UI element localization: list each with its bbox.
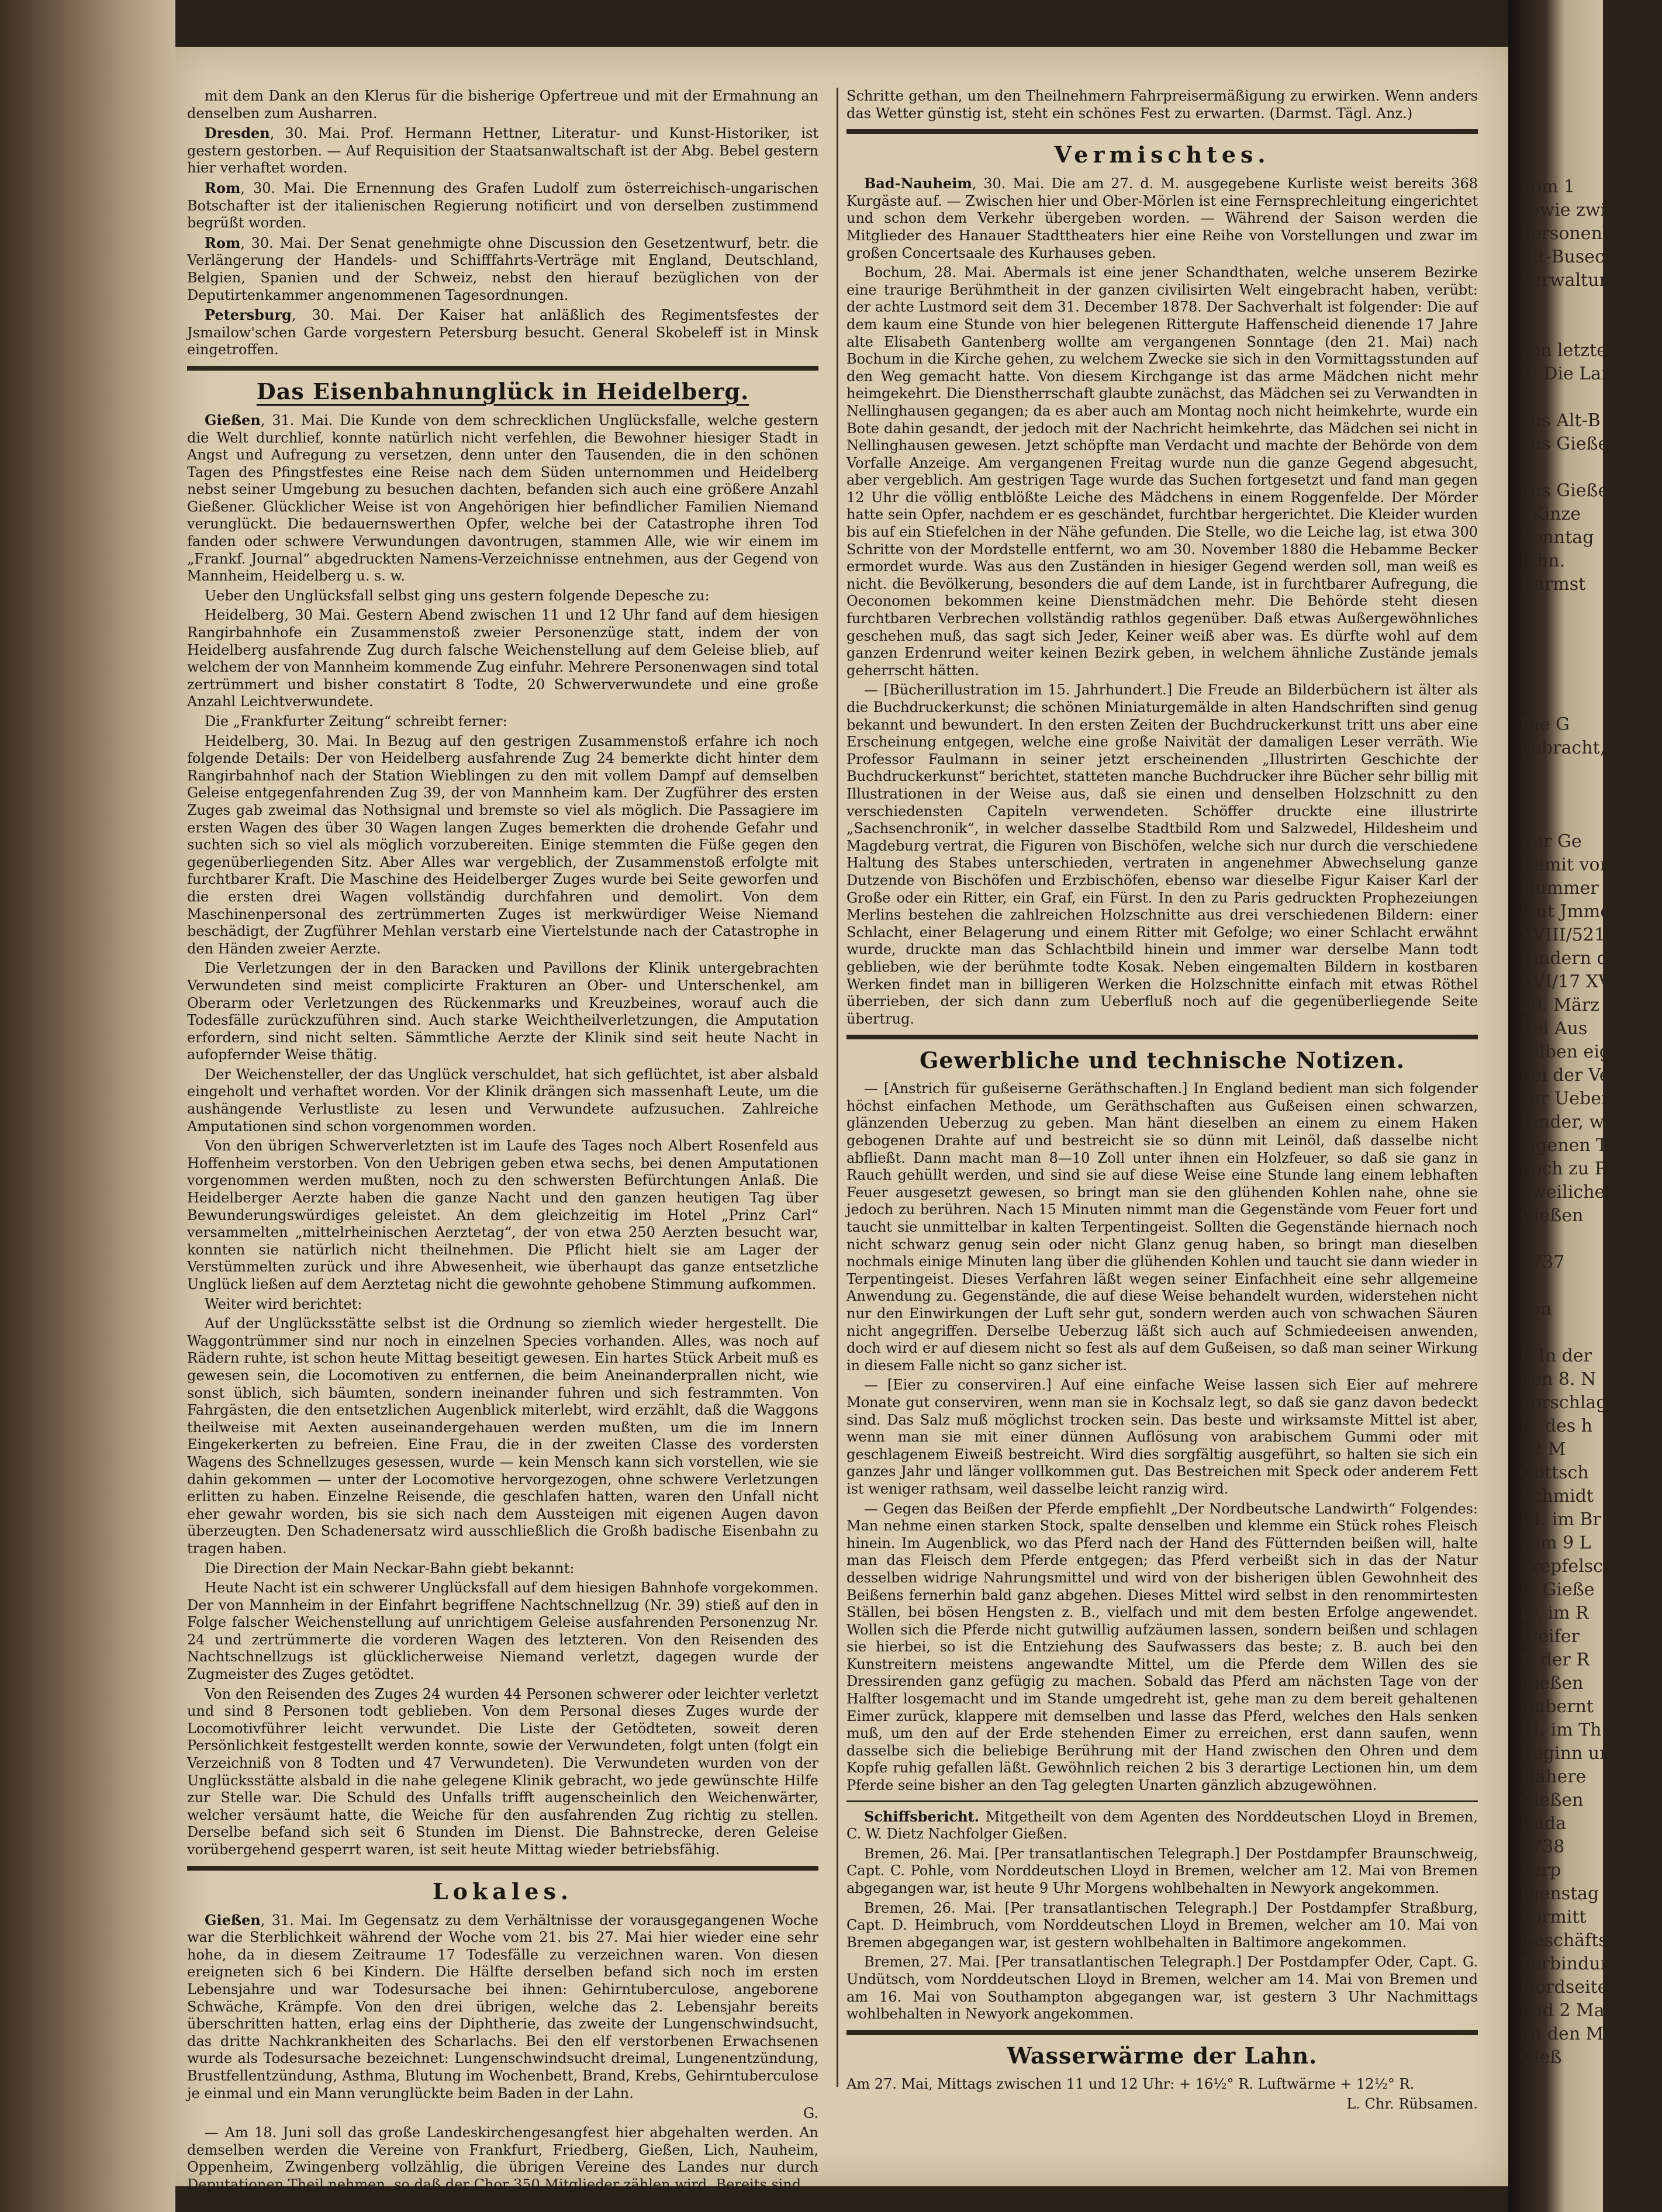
heading-wasserwaerme: Wasserwärme der Lahn.: [1007, 2042, 1318, 2069]
next-page-line: Gießen: [1520, 1790, 1584, 1810]
next-page-line: [1520, 620, 1603, 643]
next-page-line: zur Ueberna: [1520, 1088, 1632, 1109]
next-page-line: [1520, 807, 1603, 830]
article-paragraph: Auf der Unglücksstätte selbst ist die Ordnung so ziemlich wieder hergestellt. Die Waggontrümmer sind nur noch in einzelnen Species vorhanden. Alles, was noch auf Rädern ruhte, ist schon heute Mittag beseitigt gewesen. Ein hartes Stück Arbeit muß es gewesen sein, die Locomotiven zu entfernen, die beim Aneinanderprallen nicht, wie sonst üblich, sich bäumten, sondern ineinander fuhren und sich festrammten. Von Fahrgästen, die den entsetzlichen Augenblick miterlebt, wird erzählt, daß die Waggons theilweise mit Aexten auseinandergehauen werden mußten, um die im Innern Eingekerkerten zu befreien. Eine Frau, die in der zweiten Classe des vordersten Wagens des Schnellzuges gesessen, wurde — kein Mensch kann sich vorstellen, wie sie dahin gekommen — unter der Locomotive hervorgezogen, ohne schwere Verletzungen erlitten zu haben. Einzelne Reisende, die geschlafen hatten, waren den Unfall nicht eher gewahr worden, bis sie sich nach dem Aussteigen mit eigenen Augen davon überzeugten. Den Schadenersatz wird ausschließlich die Großh badische Eisenbahn zu tragen haben.: [187, 1315, 818, 1557]
next-page-line: 3738: [1520, 1837, 1565, 1857]
article-paragraph: Von den Reisenden des Zuges 24 wurden 44 Personen schwerer oder leichter verletzt und sind 8 Personen todt geblieben. Von dem Personal dieses Zuges wurde der Locomotivführer leicht verwundet. Die Liste der Getödteten, soweit deren Persönlichkeit festgestellt werden konnte, sowie der Verwundeten, folgt unten (folgt ein Verzeichniß von 8 Todten und 47 Verwundeten). Die Verwundeten wurden von der Unglücksstätte alsbald in die nahe gelegene Klinik gebracht, wo jede gewünschte Hilfe zur Stelle war. Die Schuld des Unfalls trifft augenscheinlich den Weichenwärter, welcher versäumt hatte, die Weiche für den ausfahrenden Zug richtig zu stellen. Derselbe befand sich seit 6 Stunden im Dienst. Die Bahnstrecke, deren Geleise vorübergehend gesperrt waren, ist seit heute Mittag wieder betriebsfähig.: [187, 1685, 818, 1858]
next-page-line: [1520, 1274, 1603, 1298]
next-page-line: Dienstag: [1520, 1883, 1599, 1904]
next-page-line: , Kinze: [1520, 504, 1581, 524]
next-page-line: Darmst: [1520, 574, 1586, 595]
article-paragraph: Gießen, 31. Mai. Die Kunde von dem schrecklichen Unglücksfalle, welche gestern die Welt durchlief, konnte natürlich nicht verfehlen, die Bewohner hiesiger Stadt in Angst und Aufregung zu versetzen, denn unter den Tausenden, die in den schönen Tagen des Pfingstfestes eine Reise nach dem Süden unternommen und Heidelberg nebst seiner Umgebung zu besuchen dachten, befanden sich auch eine größere Anzahl Gießener. Glücklicher Weise ist von Angehörigen hier befindlicher Familien Niemand verunglückt. Die bedauernswerthen Opfer, welche bei der Catastrophe ihren Tod fanden oder schwere Verwundungen davontrugen, stammen Alle, wie wir einem im „Frankf. Journal“ abgedruckten Namens-Verzeichnisse entnehmen, aus der Gegend von Mannheim, Heidelberg u. s. w.: [187, 411, 818, 585]
article-eisenbahnunglueck: [187, 412, 818, 1859]
next-page-line: V. der R: [1520, 1650, 1590, 1670]
heading-vermischtes: Vermischtes.: [1054, 141, 1270, 168]
next-page-line: Vom 1: [1520, 177, 1575, 197]
next-page-line: Pfeifer: [1520, 1626, 1580, 1647]
next-page-line: den 8. N: [1520, 1369, 1597, 1390]
article-paragraph: Bremen, 27. Mai. [Per transatlantischen Telegraph.] Der Postdampfer Oder, Capt. G. Undütsch, vom Norddeutschen Lloyd in Bremen, welcher am 14. Mai von Bremen und am 16. Mai von Southampton abgegangen war, ist gestern 3 Uhr Nachmittags wohlbehalten in Newyork angekommen.: [846, 1954, 1478, 2023]
signature-ruebsamen: L. Chr. Rübsamen.: [1346, 2096, 1478, 2113]
next-page-line: Kindern des: [1520, 948, 1628, 969]
next-page-line: Nummer XX: [1520, 878, 1629, 898]
article-paragraph: Bochum, 28. Mai. Abermals ist eine jener Schandthaten, welche unserem Bezirke eine traurige Berühmtheit in der ganzen civilisirten Welt eingebracht haben, verübt: der achte Lustmord seit dem 31. December 1878. Der Sachverhalt ist folgender: Die auf dem kaum eine Stunde von hier belegenen Rittergute Haffenscheid dienende 17 Jahre alte Elisabeth Gantenberg wollte am vergangenen Sonntage (den 21. Mai) nach Bochum in die Kirche gehen, zu welchem Zwecke sie sich in den Vormittagsstunden auf den Weg gemacht hatte. Von diesem Kirchgange ist das arme Mädchen nicht mehr heimgekehrt. Die Dienstherrschaft glaubte zunächst, das Mädchen sei zu Verwandten in Nellinghausen gegangen; da es aber auch am Montag noch nicht heimkehrte, wurde ein Bote dahin gesandt, der jedoch mit der Nachricht heimkehrte, das Mädchen sei nicht in Nellinghausen gewesen. Jetzt schöpfte man Verdacht und machte der Behörde von dem Vorfalle Anzeige. Am vergangenen Freitag wurde nun die ganze Gegend abgesucht, aber vergeblich. Am gestrigen Tage wurde das Suchen fortgesetzt und fand man gegen 12 Uhr die völlig entblößte Leiche des Mädchens in einem Roggenfelde. Der Mörder hatte sein Opfer, nachdem er es geschändet, furchtbar hergerichtet. Die Kleider wurden bis auf ein Stiefelchen in der Nähe gefunden. Die Stelle, wo die Leiche lag, ist etwa 300 Schritte von der Mordstelle entfernt, wo am 30. November 1880 die Hebamme Becker ermordet wurde. Was aus den Zuständen in hiesiger Gegend werden soll, man weiß es nicht. die Bevölkerung, besonders die auf dem Lande, ist in furchtbarer Aufregung, die Oeconomen bekommen keine Dienstmädchen mehr. Die Behörde steht diesen furchtbaren Verbrechen vollständig rathlos gegenüber. Daß etwas Außergewöhnliches geschehen muß, das sagt sich Jeder, Keiner weiß aber was. Es dürfte wohl auf dem ganzen Erdenrund weiter keinen Bezirk geben, in welchem ähnliche Zustände jemals geherrscht hätten.: [846, 264, 1478, 679]
next-page-line: vom 9 L: [1520, 1533, 1591, 1553]
next-page-line: Vorschlag: [1520, 1392, 1608, 1413]
news-briefs: [187, 88, 818, 359]
article-paragraph: Die Direction der Main Neckar-Bahn giebt bekannt:: [205, 1560, 575, 1577]
next-page-line: selben eigenthü: [1520, 1042, 1662, 1062]
next-page-line: [1520, 1321, 1603, 1345]
article-paragraph: Gießen, 31. Mai. Im Gegensatz zu dem Verhältnisse der vorausgegangenen Woche war die Sterblichkeit während der Woche vom 21. bis 27. Mai hier wieder eine sehr hohe, da in diesem Zeitraume 17 Todesfälle zu verzeichnen waren. Von diesen ereigneten sich 6 bei Kindern. Die Hälfte derselben befand sich noch im ersten Lebensjahre und war Todesursache bei ihnen: Gehirntuberculose, angeborene Schwäche, Krämpfe. Von den drei übrigen, welche das 2. Lebensjahr bereits überschritten hatten, erlag eins der Diphtherie, das zweite der Lungenschwindsucht, das dritte Nachkrankheiten des Scharlachs. Bei den elf verstorbenen Erwachsenen wurde als Todesursache bezeichnet: Lungenschwindsucht dreimal, Lungenentzündung, Brustfellentzündung, Asthma, Blutung im Wochenbett, Brand, Krebs, Gehirntuberculose je einmal und ein Mann verunglückte beim Baden in der Lahn.: [187, 1911, 818, 2102]
article-paragraph: Heidelberg, 30 Mai. Gestern Abend zwischen 11 und 12 Uhr fand auf dem hiesigen Rangirbahnhofe ein Zusammenstoß zweier Personenzüge statt, indem der von Heidelberg ausfahrende Zug durch falsche Weichenstellung auf dem Geleise blieb, auf welchem der von Mannheim kommende Zug einfuhr. Mehrere Personenwagen sind total zertrümmert und bisher constatirt 8 Todte, 20 Schwerverwundete und eine große Anzahl Leichtverwundete.: [187, 607, 818, 710]
next-page-line: noch zu Par: [1520, 1159, 1625, 1179]
next-page-line: Personenbeförd: [1520, 223, 1661, 244]
article-paragraph: — [Bücherillustration im 15. Jahrhundert.] Die Freude an Bilderbüchern ist älter als die Buchdruckerkunst; die schönen Miniaturgemälde in alten Handschriften sind genug bekannt und bewundert. In den ersten Zeiten der Buchdruckerkunst tritt uns aber eine Erscheinung entgegen, welche eine große Naivität der damaligen Leser verräth. Wie Professor Faulmann in seiner jetzt erscheinenden „Illustrirten Geschichte der Buchdruckerkunst“ berichtet, statteten manche Buchdrucker ihre Bücher sehr billig mit Illustrationen in der Weise aus, daß sie einen und denselben Holzschnitt zu den verschiedensten Capiteln verwendeten. Schöffer druckte eine illustrirte „Sachsenchronik“, in welcher dasselbe Stadtbild Rom und Salzwedel, Hildesheim und Magdeburg vertrat, die Figuren von Bischöfen, welche sich nur durch die verschiedene Haltung des Stabes unterschieden, vertraten in angenehmer Abwechselung ganze Dutzende von Bischöfen und Erzbischöfen, ebenso war dieselbe Figur Kaiser Karl der Große oder ein Ritter, ein Graf, ein Fürst. In den zu Paris gedruckten Prophezeiungen Merlins bestehen die zahlreichen Holzschnitte aus drei verschiedenen Bildern: einer Schlacht, einer Belagerung und einem Ritter mit Gefolge; wo einer Schlacht erwähnt wurde, druckte man das Schlachtbild hinein und immer war derselbe Mann todt geblieben, wie der berühmte todte Kosak. Neben eingemalten Bildern in kostbaren Werken findet man in billigeren Werken die Holzschnitte einfach mit etwas Röthel überrieben, der sich dann zum Ueberfluß noch auf die gegenüberliegende Seite übertrug.: [846, 682, 1478, 1027]
divider: [187, 1866, 818, 1871]
next-page-line: Vormitt: [1520, 1907, 1587, 1927]
next-page-line: [1520, 760, 1603, 783]
news-brief: mit dem Dank an den Klerus für die bisherige Opfertreue und mit der Ermahnung an denselben zum Ausharren.: [187, 88, 818, 122]
next-page-line: Verp: [1520, 1860, 1561, 1881]
next-page-fragments: [1520, 175, 1662, 2104]
next-page-line: Trepfelsche: [1520, 1556, 1625, 1577]
next-page-line: [1520, 1228, 1603, 1251]
next-page-line: 1) Die Lan: [1520, 364, 1613, 384]
next-page-line: [1520, 666, 1603, 690]
article-paragraph: — [Anstrich für gußeiserne Geräthschaften.] In England bedient man sich folgender höchst einfachen Methode, um Geräthschaften aus Gußeisen einen schwarzen, glänzenden Ueberzug zu geben. Man hänt dieselben an einem zu einem Haken gebogenen Drahte auf und bestreicht sie so dünn mit Leinöl, daß dasselbe nicht abfließt. Dann macht man 8—10 Zoll unter ihnen ein Holzfeuer, so daß sie ganz in Rauch gehüllt werden, und sind sie auf diese Weise eine Stunde lang einem lebhaften Feuer ausgesetzt gewesen, so bringt man sie den glühenden Kohlen nahe, ohne sie jedoch zu berühren. Nach 15 Minuten nimmt man die Gegenstände vom Feuer fort und taucht sie unmittelbar in kalten Terpentingeist. Sollten die Gegenstände hiernach noch nicht schwarz genug sein oder nicht Glanz genug haben, so bringt man dieselben nochmals einige Minuten lang über die glühenden Kohlen und taucht sie dann wieder in Terpentingeist. Dieses Verfahren läßt wegen seiner Einfachheit eine sehr allgemeine Anwendung zu. Gegenstände, die auf diese Weise behandelt wurden, widerstehen nicht nur den Einwirkungen der Luft sehr gut, sondern werden auch von schwachen Säuren nicht angegriffen. Derselbe Ueberzug läßt sich auch auf Schmiedeeisen anwenden, doch wird er auf diesem nicht so fest als auf dem Gußeisen, so daß man seiner Wirkung in diesem Falle nicht so ganz sicher ist.: [846, 1080, 1478, 1374]
next-page-line: Verwaltung de: [1520, 270, 1649, 291]
next-page-line: 3737: [1520, 1252, 1565, 1273]
next-page-line: Gießen: [1520, 1205, 1584, 1226]
next-page-line: aus Gieße: [1520, 481, 1609, 501]
left-column: [187, 88, 818, 2193]
article-paragraph: Bremen, 26. Mai. [Per transatlantischen Telegraph.] Der Postdampfer Straßburg, Capt. D. Heimbruch, vom Norddeutschen Lloyd in Bremen, welcher am 10. Mai von Bremen abgegangen war, ist gestern wohlbehalten in Baltimore angekommen.: [846, 1899, 1478, 1951]
divider: [846, 129, 1478, 134]
next-page-line: und 2 Magaz: [1520, 2000, 1636, 2021]
next-page-line: Bei Aus: [1520, 1018, 1588, 1039]
heading-lokales: Lokales.: [432, 1878, 573, 1905]
article-paragraph: Schiffsbericht. Mitgetheilt von dem Agenten des Norddeutschen Lloyd in Bremen, C. W. Dietz Nachfolger Gießen.: [846, 1807, 1478, 1843]
next-page-line: [1520, 690, 1603, 713]
article-paragraph: Von den übrigen Schwerverletzten ist im Laufe des Tages noch Albert Rosenfeld aus Hoffenheim verstorben. Von den Uebrigen geben etwa sechs, bei denen Amputationen vorgenommen werden mußten, noch zu den schwersten Befürchtungen Anlaß. Die Heidelberger Aerzte haben die ganze Nacht und den ganzen heutigen Tag über Bewunderungswürdiges geleistet. An dem gleichzeitig im Hotel „Prinz Carl“ versammelten „mittelrheinischen Aerztetag“, der von etwa 250 Aerzten besucht war, konnten sie natürlich nicht theilnehmen. Die Pflicht hielt sie am Lager der Verstümmelten zurück und ihre Abwesenheit, wie überhaupt das ganze entsetzliche Unglück ließen auf dem Aerztetag nicht die gewohnte gehobene Stimmung aufkommen.: [187, 1138, 818, 1292]
divider: [846, 1035, 1478, 1039]
article-vermischtes: [846, 175, 1478, 1028]
next-page-line: [1520, 386, 1603, 409]
next-page-line: [1520, 643, 1603, 666]
divider: [846, 1800, 1478, 1802]
next-page-line: Nähere: [1520, 1767, 1587, 1787]
paragraph-continued: Schritte gethan, um den Theilnehmern Fahrpreisermäßigung zu erwirken. Wenn anders das Wetter günstig ist, steht ein schönes Fest zu erwarten. (Darmst. Tägl. Anz.): [846, 88, 1478, 122]
article-paragraph: Bad-Nauheim, 30. Mai. Die am 27. d. M. ausgegebene Kurliste weist bereits 368 Kurgäste auf. — Zwischen hier und Ober-Mörlen ist eine Fernsprechleitung eingerichtet und schon dem Verkehr übergeben worden. — Während der Saison werden die Mitglieder des Hanauer Stadttheaters hier eine Reihe von Vorstellungen und zwar im großen Concertsaale des Kurhauses geben.: [846, 175, 1478, 261]
next-page-line: dweilichen Berf: [1520, 1182, 1660, 1202]
article-paragraph: Weiter wird berichtet:: [205, 1295, 362, 1312]
next-page-line: aus Gieße: [1520, 434, 1609, 454]
next-page-line: an den Meist: [1520, 2024, 1636, 2044]
next-page-line: Gottsch: [1520, 1463, 1589, 1483]
article-paragraph: Die „Frankfurter Zeitung“ schreibt ferner:: [205, 713, 507, 730]
next-page-line: in Gieße: [1520, 1579, 1595, 1600]
next-page-line: [1520, 596, 1603, 620]
paragraph-wasserwaerme: Am 27. Mai, Mittags zwischen 11 und 12 Uhr: + 16½° R. Luftwärme + 12½° R.: [846, 2075, 1415, 2092]
next-page-line: I. In der: [1520, 1346, 1592, 1366]
next-page-line: Nordseite: [1520, 1977, 1608, 1997]
next-page-line: Die G: [1520, 714, 1570, 735]
next-page-line: Verbindung: [1520, 1954, 1623, 1974]
divider: [846, 2030, 1478, 2035]
article-schiffsbericht: [846, 1808, 1478, 2023]
next-page-line: 32 M: [1520, 1439, 1566, 1460]
book-binding-left: [0, 0, 175, 2212]
next-page-line: Sonntag: [1520, 527, 1594, 548]
next-page-line: XVI/17 XVI: [1520, 972, 1618, 992]
right-column: [846, 88, 1478, 2113]
news-brief: Petersburg, 30. Mai. Der Kaiser hat anläßlich des Regimentsfestes der Jsmailow'schen Garde vorgestern Petersburg besucht. General Skobeleff ist in Minsk eingetroffen.: [187, 306, 818, 358]
next-page-line: Schmidt: [1520, 1486, 1594, 1506]
news-brief: Rom, 30. Mai. Die Ernennung des Grafen Ludolf zum österreichisch-ungarischen Botschafter ist der italienischen Regierung notificirt und von derselben zustimmend begrüßt worden.: [187, 179, 818, 231]
next-page-line: bei der Ver: [1520, 1065, 1618, 1086]
heading-gewerbliche-notizen: Gewerbliche und technische Notizen.: [919, 1047, 1405, 1074]
next-page-line: Geschäftsz: [1520, 1930, 1617, 1951]
next-page-line: IV. im R: [1520, 1603, 1589, 1623]
next-page-line: II. des h: [1520, 1416, 1592, 1436]
next-page-line: sowie zwischen: [1520, 200, 1658, 220]
article-paragraph: Ueber den Unglücksfall selbst ging uns gestern folgende Depesche zu:: [205, 587, 710, 604]
article-gewerbliche-notizen: [846, 1080, 1478, 1794]
next-page-line: Ruda: [1520, 1813, 1566, 1834]
divider: [187, 366, 818, 371]
article-lokales: [187, 1912, 818, 2103]
next-page-line: Gießen: [1520, 1673, 1584, 1693]
next-page-line: Kinder, welch: [1520, 1112, 1642, 1132]
next-page-line: von letzteren: [1520, 340, 1637, 361]
next-page-line: VI. im Th: [1520, 1720, 1602, 1740]
article-paragraph: Bremen, 26. Mai. [Per transatlantischen Telegraph.] Der Postdampfer Braunschweig, Capt. C. Pohle, vom Norddeutschen Lloyd in Bremen, welcher am 12. Mai von Bremen abgegangen war, ist heute 9 Uhr Morgens wohlbehalten in Newyork angekommen.: [846, 1845, 1478, 1896]
next-page-line: XVIII/521 XV: [1520, 925, 1636, 945]
next-page-line: Beginn um: [1520, 1743, 1616, 1764]
next-page-line: [1520, 456, 1603, 479]
next-page-line: aus Alt-B: [1520, 410, 1601, 431]
next-page-line: [1520, 783, 1603, 807]
next-page-line: gebracht, da: [1520, 738, 1633, 758]
next-page-line: fahn.: [1520, 551, 1566, 571]
next-page-line: [1520, 292, 1603, 316]
news-brief: Dresden, 30. Mai. Prof. Hermann Hettner, Literatur- und Kunst-Historiker, ist gestern gestorben. — Auf Requisition der Staatsanwaltschaft ist der Abg. Bebel gestern hier verhaftet worden.: [187, 125, 818, 177]
next-page-line: Gubernt: [1520, 1696, 1594, 1717]
next-page-line: Zur Ge: [1520, 831, 1582, 852]
next-page-line: Gieß: [1520, 2047, 1562, 2068]
next-page-line: laut Jmmobilie: [1520, 901, 1650, 922]
next-page-line: Damit von: [1520, 855, 1611, 875]
next-page-line: von: [1520, 1299, 1552, 1319]
signature-g: G.: [803, 2105, 818, 2122]
article-paragraph: Heidelberg, 30. Mai. In Bezug auf den gestrigen Zusammenstoß erfahre ich noch folgende Details: Der von Heidelberg ausfahrende Zug 24 bemerkte dicht hinter dem Rangirbahnhof nach der Station Wieblingen zu den mit vollem Dampf auf demselben Geleise entgegenfahrenden Zug 39, der von Mannheim kam. Der Zugführer des ersten Zuges gab zweimal das Nothsignal und bremste so viel als möglich. Die Passagiere im ersten Wagen des über 30 Wagen langen Zuges bemerkten die drohende Gefahr und suchten sich so viel als möglich vorzubereiten. Einige stemmten die Füße gegen den gegenüberliegenden Sitz. Aber Alles war vergeblich, der Zusammenstoß erfolgte mit furchtbarer Kraft. Die Maschine des Heidelberger Zuges wurde bei Seite geworfen und die ersten drei Wagen vollständig durchfahren und demolirt. Von dem Maschinenpersonal des zertrümmerten Zuges ist merkwürdiger Weise Niemand beschädigt, der Zugführer Mehlan verstarb eine Viertelstunde nach der Catastrophe in den Händen zweier Aerzte.: [187, 732, 818, 957]
paragraph-kirchengesangfest: — Am 18. Juni soll das große Landeskirchengesangfest hier abgehalten werden. An demselben werden die Vereine von Frankfurt, Friedberg, Gießen, Lich, Nauheim, Oppenheim, Zwingenberg vollzählig, die übrigen Vereine des Landes nur durch Deputationen Theil nehmen, so daß der Chor 350 Mitglieder zählen wird. Bereits sind: [187, 2124, 818, 2193]
next-page-line: III. im Br: [1520, 1509, 1601, 1530]
article-paragraph: Heute Nacht ist ein schwerer Unglücksfall auf dem hiesigen Bahnhofe vorgekommen. Der von Mannheim in der Einfahrt begriffene Nachtschnellzug (Nr. 39) stieß auf den in Folge falscher Weichenstellung auf unrichtigem Geleise ausfahrenden Personenzug Nr. 24 und zertrümmerte die vorderen Wagen des letzteren. Von den Reisenden des Nachtschnellzugs ist glücklicherweise Niemand verletzt, dagegen wurde der Zugmeister des Zuges getödtet.: [187, 1579, 818, 1683]
article-paragraph: Der Weichensteller, der das Unglück verschuldet, hat sich geflüchtet, ist aber alsbald eingeholt und verhaftet worden. Vor der Klinik drängen sich massenhaft Leute, um die aushängende Verlustliste zu lesen und Verwundete aufzusuchen. Zahlreiche Amputationen sind schon vorgenommen worden.: [187, 1066, 818, 1135]
column-rule: [837, 88, 838, 2087]
article-paragraph: — Gegen das Beißen der Pferde empfiehlt „Der Nordbeutsche Landwirth“ Folgendes: Man nehme einen starken Stock, spalte denselben und klemme ein Stück rohes Fleisch hinein. Im Augenblick, wo das Pferd nach der Hand des Fütternden beißen will, halte man das Fleisch dem Pferde entgegen; das Pferd verbeißt sich in das der Natur desselben widrige Nahrungsmittel und wird von der bisherigen üblen Gewohnheit des Beißens fernerhin bald ganz abgehen. Dieses Mittel wird selbst in den renommirtesten Ställen, bei bösen Hengsten z. B., vielfach und mit dem besten Erfolge angewendet. Wollen sich die Pferde nicht gutwillig aufzäumen lassen, sondern beißen und schlagen sie hierbei, so ist die Entziehung des Saufwassers das beste; z. B. auch bei den Kunstreitern meistens angewandte Mittel, um die Pferde dem Willen des sie Dressirenden ganz gefügig zu machen. Sobald das Pferd am nächsten Tage von der Halfter losgemacht und im Stande umgedreht ist, gehe man zu dem bereit gehaltenen Eimer zurück, klappere mit demselben und lasse das Pferd, welches den Hals senken muß, um den auf der Erde stehenden Eimer zu erreichen, erst dann saufen, wenn dasselbe sich die beliebige Berührung mit der Hand zwischen den Ohren und dem Kopfe ruhig gefallen läßt. Gewöhnlich reichen 2 bis 3 derartige Lectionen hin, um dem Pferde seine bisher an den Tag gelegten Unarten gänzlich abzugewöhnen.: [846, 1500, 1478, 1794]
next-page-line: eigenen Theil: [1520, 1135, 1641, 1156]
next-page-line: 29. März 185: [1520, 995, 1639, 1015]
article-paragraph: Die Verletzungen der in den Baracken und Pavillons der Klinik untergebrachten Verwundeten sind meist complicirte Frakturen an Ober- und Unterschenkel, am Oberarm oder Verletzungen des Rückenmarks und Kreuzbeines, worauf auch die Todesfälle zurückzuführen sind. Auch starke Weichtheilverletzungen, die Amputation erfordern, sind nicht selten. Sämmtliche Aerzte der Klinik sind seit heute Nacht in aufopfernder Weise thätig.: [187, 960, 818, 1063]
next-page-line: [1520, 316, 1603, 339]
heading-eisenbahnunglueck: Das Eisenbahnunglück in Heidelberg.: [256, 378, 749, 405]
news-brief: Rom, 30. Mai. Der Senat genehmigte ohne Discussion den Gesetzentwurf, betr. die Verlängerung der Handels- und Schifffahrts-Verträge mit England, Deutschland, Belgien, Spanien und der Schweiz, nebst den hierauf bezüglichen von der Deputirtenkammer angenommenen Tagesordnungen.: [187, 234, 818, 303]
next-page-line: Alt-Buseck,: [1520, 247, 1621, 267]
article-paragraph: — [Eier zu conserviren.] Auf eine einfache Weise lassen sich Eier auf mehrere Monate gut conserviren, wenn man sie in Kochsalz legt, so daß sie ganz davon bedeckt sind. Das Salz muß möglichst trocken sein. Das beste und wirksamste Mittel ist aber, wenn man sie mit einer dünnen Auflösung von arabischem Gummi oder mit geschlagenem Eiweiß bestreicht. Wird dies sorgfältig ausgeführt, so halten sie sich ein ganzes Jahr und länger vollkommen gut. Das Bestreichen mit Speck oder anderem Fett ist weniger rathsam, weil dasselbe leicht ranzig wird.: [846, 1377, 1478, 1497]
